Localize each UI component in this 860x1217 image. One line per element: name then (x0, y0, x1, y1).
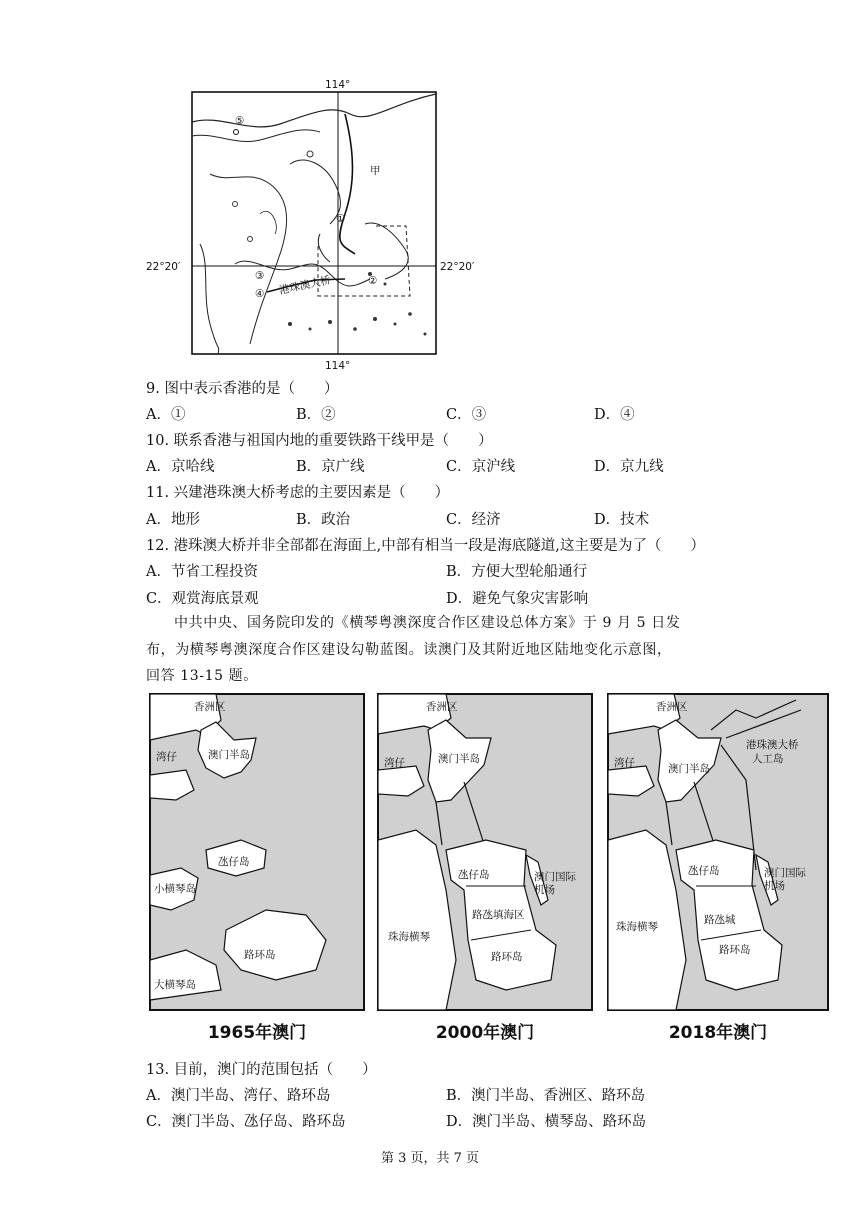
q10-option-c[interactable]: C．京沪线 (446, 459, 516, 475)
q12-option-d[interactable]: D．避免气象灾害影响 (446, 591, 589, 607)
m2000-label-taipa: 氹仔岛 (458, 869, 490, 881)
m1965-caption: 1965年澳门 (207, 1023, 307, 1043)
map-2000 (378, 694, 592, 1043)
question-10: 10. 联系香港与祖国内地的重要铁路干线甲是（ ） (146, 433, 493, 449)
hk-region-map-svg (140, 74, 500, 374)
map-1965 (150, 694, 364, 1043)
question-12: 12. 港珠澳大桥并非全部都在海面上,中部有相当一段是海底隧道,这主要是为了（ ） (146, 538, 705, 554)
m2000-label-zhuhai-hengqin: 珠海横琴 (388, 931, 430, 943)
lat-left-label: 22°20′ (146, 261, 181, 273)
q11-option-d[interactable]: D．技术 (594, 512, 650, 528)
lon-bottom-label: 114° (325, 360, 351, 372)
hk-region-map (140, 74, 500, 374)
passage-line-2: 布，为横琴粤澳深度合作区建设勾勒蓝图。读澳门及其附近地区陆地变化示意图， (146, 642, 672, 658)
m2000-label-coloane: 路环岛 (491, 951, 523, 963)
m1965-label-coloane: 路环岛 (244, 949, 276, 961)
passage-line-1: 中共中央、国务院印发的《横琴粤澳深度合作区建设总体方案》于 9 月 5 日发 (174, 615, 681, 631)
q13-option-a[interactable]: A．澳门半岛、湾仔、路环岛 (146, 1088, 331, 1104)
marker-3: ③ (255, 270, 265, 282)
m1965-label-peninsula: 澳门半岛 (208, 749, 250, 761)
passage-line-3: 回答 13-15 题。 (146, 668, 258, 684)
m2000-label-airport-1: 澳门国际 (534, 871, 576, 883)
m2018-label-airport-2: 机场 (764, 880, 785, 892)
m2000-label-reclamation: 路氹填海区 (472, 909, 525, 921)
m2018-label-bridge: 港珠澳大桥 (746, 739, 799, 751)
question-9: 9. 图中表示香港的是（ ） (146, 381, 339, 397)
bridge-label: 港珠澳大桥 (278, 274, 332, 297)
q12-option-c[interactable]: C．观赏海底景观 (146, 591, 259, 607)
m2000-label-xiangzhou: 香洲区 (426, 701, 458, 713)
q10-option-d[interactable]: D．京九线 (594, 459, 664, 475)
q10-option-b[interactable]: B．京广线 (296, 459, 365, 475)
page-footer: 第 3 页，共 7 页 (380, 1151, 480, 1166)
m2018-label-coloane: 路环岛 (719, 944, 751, 956)
macau-maps (146, 690, 832, 1050)
q10-option-a[interactable]: A．京哈线 (146, 459, 215, 475)
map-2018 (608, 694, 828, 1043)
q11-option-a[interactable]: A．地形 (146, 512, 200, 528)
m2018-label-peninsula: 澳门半岛 (668, 763, 710, 775)
marker-2: ② (368, 275, 378, 287)
marker-1: ① (336, 213, 346, 225)
m1965-label-wanzai: 湾仔 (156, 751, 177, 763)
q11-option-c[interactable]: C．经济 (446, 512, 501, 528)
q9-option-c[interactable]: C．③ (446, 407, 487, 423)
m2000-label-wanzai: 湾仔 (384, 757, 405, 769)
lon-top-label: 114° (325, 79, 351, 91)
m1965-label-small-hengqin: 小横琴岛 (154, 883, 196, 895)
marker-5: ⑤ (235, 115, 245, 127)
q11-option-b[interactable]: B．政治 (296, 512, 351, 528)
q13-option-b[interactable]: B．澳门半岛、香洲区、路环岛 (446, 1088, 646, 1104)
m2018-label-artificial-island: 人工岛 (752, 753, 784, 765)
m2018-label-wanzai: 湾仔 (614, 757, 635, 769)
m2000-caption: 2000年澳门 (435, 1023, 535, 1043)
m2018-label-cotai: 路氹城 (704, 914, 736, 926)
q9-option-a[interactable]: A．① (146, 407, 186, 423)
m1965-label-xiangzhou: 香洲区 (194, 701, 226, 713)
question-11: 11. 兴建港珠澳大桥考虑的主要因素是（ ） (146, 485, 450, 501)
lat-right-label: 22°20′ (440, 261, 475, 273)
q9-option-d[interactable]: D．④ (594, 407, 635, 423)
q13-option-c[interactable]: C．澳门半岛、氹仔岛、路环岛 (146, 1114, 346, 1130)
q9-option-b[interactable]: B．② (296, 407, 336, 423)
q12-option-a[interactable]: A．节省工程投资 (146, 564, 258, 580)
m2018-label-zhuhai-hengqin: 珠海横琴 (616, 921, 658, 933)
m2000-label-airport-2: 机场 (534, 884, 555, 896)
marker-4: ④ (255, 288, 265, 300)
m2018-label-xiangzhou: 香洲区 (656, 701, 688, 713)
map-frame (192, 92, 436, 354)
region-jia-label: 甲 (370, 165, 381, 177)
question-13: 13. 目前，澳门的范围包括（ ） (146, 1062, 377, 1078)
m2018-label-airport-1: 澳门国际 (764, 867, 806, 879)
m1965-label-big-hengqin: 大横琴岛 (154, 979, 196, 991)
q12-option-b[interactable]: B．方便大型轮船通行 (446, 564, 588, 580)
q13-option-d[interactable]: D．澳门半岛、横琴岛、路环岛 (446, 1114, 647, 1130)
m1965-label-taipa: 氹仔岛 (218, 856, 250, 868)
macau-maps-svg (146, 690, 832, 1050)
m2018-caption: 2018年澳门 (668, 1023, 768, 1043)
m2018-label-taipa: 氹仔岛 (688, 865, 720, 877)
m2000-label-peninsula: 澳门半岛 (438, 753, 480, 765)
